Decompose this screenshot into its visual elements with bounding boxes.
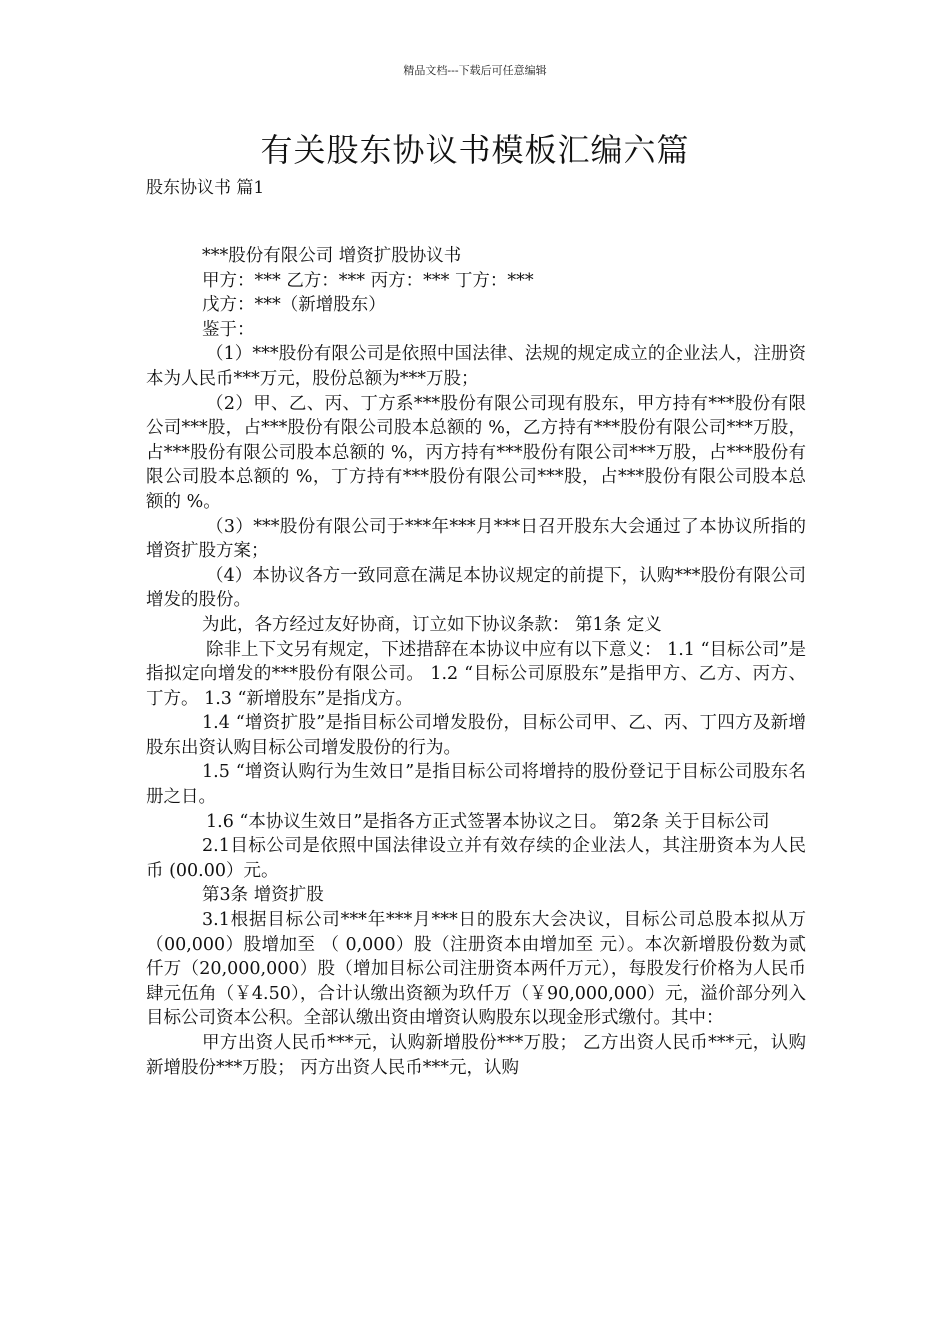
paragraph: 甲方：*** 乙方：*** 丙方：*** 丁方：*** [202, 270, 534, 291]
paragraph: （3）***股份有限公司于***年***月***日召开股东大会通过了本协议所指的增资扩股方案； [146, 516, 806, 562]
paragraph: 1.5 “增资认购行为生效日”是指目标公司将增持的股份登记于目标公司股东名册之日。 [146, 762, 806, 808]
paragraph: 鉴于： [202, 319, 255, 340]
paragraph: 3.1根据目标公司***年***月***日的股东大会决议，目标公司总股本拟从万（00,000）股增加至 （ 0,000）股（注册资本由增加至 元）。本次新增股份数为贰仟万（20,000,000）股（增加目标公司注册资本两仟万元），每股发行价格为人民币肆元伍角（￥4.50），合计认缴出资额为玖仟万（￥90,000,000）元，溢价部分列入目标公司资本公积。全部认缴出资由增资认购股东以现金形式缴付。其中： [146, 910, 806, 1029]
document-title: 有关股东协议书模板汇编六篇 [260, 131, 690, 169]
paragraph: 1.4 “增资扩股”是指目标公司增发股份，目标公司甲、乙、丙、丁四方及新增股东出资认购目标公司增发股份的行为。 [146, 713, 806, 758]
paragraph: （4）本协议各方一致同意在满足本协议规定的前提下，认购***股份有限公司增发的股份。 [146, 565, 806, 611]
paragraph: 2.1目标公司是依照中国法律设立并有效存续的企业法人，其注册资本为人民币 (00.00）元。 [146, 836, 806, 881]
paragraph: （1）***股份有限公司是依照中国法律、法规的规定成立的企业法人，注册资本为人民币***万元，股份总额为***万股； [146, 344, 806, 389]
paragraph: 第3条 增资扩股 [202, 885, 324, 906]
paragraph: 甲方出资人民币***元，认购新增股份***万股； 乙方出资人民币***元，认购新增股份***万股； 丙方出资人民币***元，认购 [146, 1033, 806, 1078]
paragraph: 为此，各方经过友好协商，订立如下协议条款： 第1条 定义 [202, 614, 662, 635]
page-header: 精品文档---下载后可任意编辑 [403, 64, 547, 77]
paragraph: 除非上下文另有规定，下述措辞在本协议中应有以下意义： 1.1 “目标公司”是指拟定向增发的***股份有限公司。 1.2 “目标公司原股东”是指甲方、乙方、丙方、丁方。 1.3 “新增股东”是指戊方。 [146, 639, 806, 709]
document-body [146, 244, 806, 1080]
paragraph: （2）甲、乙、丙、丁方系***股份有限公司现有股东，甲方持有***股份有限公司***股，占***股份有限公司股本总额的 %，乙方持有***股份有限公司***万股，占***股份有限公司股本总额的 %，丙方持有***股份有限公司***万股，占***股份有限公司股本总额的 %，丁方持有***股份有限公司***股，占***股份有限公司股本总额的 %。 [146, 393, 806, 512]
paragraph: 1.6 “本协议生效日”是指各方正式签署本协议之日。 第2条 关于目标公司 [206, 811, 770, 832]
section-heading: 股东协议书 篇1 [146, 178, 265, 198]
paragraph: ***股份有限公司 增资扩股协议书 [202, 246, 462, 266]
paragraph: 戊方：***（新增股东） [202, 295, 386, 316]
